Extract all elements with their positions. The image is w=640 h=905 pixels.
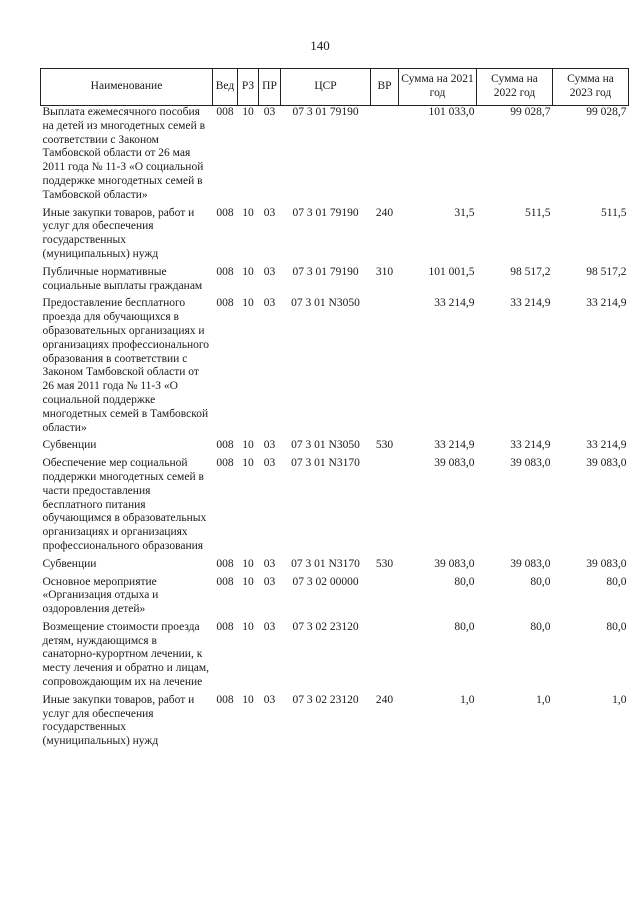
row-name: Публичные нормативные социальные выплаты гражданам bbox=[42, 265, 203, 292]
row-ved: 008 bbox=[216, 439, 234, 452]
header-pr: ПР bbox=[259, 69, 281, 106]
row-rz: 10 bbox=[242, 693, 254, 706]
row-name: Иные закупки товаров, работ и услуг для обеспечения государственных (муниципальных) нужд bbox=[42, 206, 195, 260]
row-sum-2023: 98 517,2 bbox=[586, 265, 627, 278]
header-sum-2022: Сумма на 2022 год bbox=[477, 69, 553, 106]
row-sum-2023: 39 083,0 bbox=[586, 457, 627, 470]
row-csr: 07 3 02 00000 bbox=[292, 575, 359, 588]
row-sum-2023: 33 214,9 bbox=[586, 297, 627, 310]
row-vr bbox=[371, 106, 399, 207]
row-sum-2022: 39 083,0 bbox=[510, 457, 551, 470]
row-csr: 07 3 01 79190 bbox=[292, 106, 359, 118]
row-sum-2023: 511,5 bbox=[601, 206, 627, 219]
header-name: Наименование bbox=[41, 69, 213, 106]
header-vr: ВР bbox=[371, 69, 399, 106]
row-sum-2023: 1,0 bbox=[612, 693, 627, 706]
row-sum-2022: 33 214,9 bbox=[510, 439, 551, 452]
table-row bbox=[41, 439, 629, 457]
row-rz: 10 bbox=[242, 206, 254, 219]
row-vr bbox=[371, 621, 399, 694]
row-vr: 240 bbox=[375, 206, 394, 219]
row-vr bbox=[371, 457, 399, 558]
row-vr bbox=[371, 297, 399, 439]
row-sum-2021: 33 214,9 bbox=[434, 439, 475, 452]
row-sum-2022: 1,0 bbox=[536, 693, 551, 706]
row-rz: 10 bbox=[242, 575, 254, 588]
row-rz: 10 bbox=[242, 106, 254, 118]
row-sum-2021: 39 083,0 bbox=[434, 457, 475, 470]
row-ved: 008 bbox=[216, 557, 234, 570]
table-row bbox=[41, 694, 629, 753]
row-name: Выплата ежемесячного пособия на детей из многодетных семей в соответствии с Законом Тамбовской области от 26 мая 2011 года № 11-З «О социальной поддержке многодетных семей в Тамбовской области» bbox=[42, 106, 206, 201]
table-row bbox=[41, 207, 629, 266]
row-name: Основное мероприятие «Организация отдыха и оздоровления детей» bbox=[42, 575, 159, 616]
header-ved: Вед bbox=[213, 69, 238, 106]
row-name: Обеспечение мер социальной поддержки многодетных семей в части предоставления бесплатного питания обучающимся в образовательных организациях и организациях профессионального образования bbox=[42, 457, 207, 552]
row-sum-2021: 1,0 bbox=[460, 693, 475, 706]
row-rz: 10 bbox=[242, 557, 254, 570]
row-name: Иные закупки товаров, работ и услуг для обеспечения государственных (муниципальных) нужд bbox=[42, 693, 195, 748]
budget-table bbox=[40, 68, 629, 753]
row-vr bbox=[371, 576, 399, 621]
row-csr: 07 3 01 N3170 bbox=[291, 557, 360, 570]
row-name: Возмещение стоимости проезда детям, нуждающимся в санаторно-курортном лечении, к месту лечения и обратно и лицам, сопровождающим их на лечение bbox=[42, 620, 210, 689]
page-number: 140 bbox=[310, 38, 330, 53]
header-csr: ЦСР bbox=[281, 69, 371, 106]
row-pr: 03 bbox=[263, 457, 276, 470]
row-csr: 07 3 01 79190 bbox=[292, 206, 359, 219]
table-row bbox=[41, 576, 629, 621]
table-row bbox=[41, 106, 629, 207]
row-ved: 008 bbox=[216, 297, 234, 310]
row-sum-2021: 101 001,5 bbox=[428, 265, 475, 278]
row-pr: 03 bbox=[263, 575, 276, 588]
row-csr: 07 3 01 N3170 bbox=[291, 457, 360, 470]
row-ved: 008 bbox=[216, 106, 234, 118]
row-csr: 07 3 02 23120 bbox=[292, 620, 359, 633]
row-ved: 008 bbox=[216, 265, 234, 278]
row-sum-2022: 99 028,7 bbox=[510, 106, 551, 118]
row-rz: 10 bbox=[242, 439, 254, 452]
table-body bbox=[41, 106, 629, 754]
row-rz: 10 bbox=[242, 457, 254, 470]
row-sum-2021: 80,0 bbox=[454, 620, 475, 633]
row-pr: 03 bbox=[263, 693, 276, 706]
row-sum-2022: 98 517,2 bbox=[510, 265, 551, 278]
row-name: Субвенции bbox=[42, 439, 97, 452]
row-vr: 530 bbox=[375, 439, 394, 452]
header-sum-2023: Сумма на 2023 год bbox=[553, 69, 629, 106]
row-ved: 008 bbox=[216, 620, 234, 633]
row-pr: 03 bbox=[263, 106, 276, 118]
table-row bbox=[41, 457, 629, 558]
row-rz: 10 bbox=[242, 265, 254, 278]
row-sum-2023: 80,0 bbox=[606, 575, 627, 588]
table-row bbox=[41, 297, 629, 439]
header-sum-2021: Сумма на 2021 год bbox=[399, 69, 477, 106]
row-pr: 03 bbox=[263, 439, 276, 452]
table-header bbox=[41, 69, 629, 106]
row-csr: 07 3 02 23120 bbox=[292, 693, 359, 706]
row-pr: 03 bbox=[263, 297, 276, 310]
row-sum-2023: 80,0 bbox=[606, 620, 627, 633]
row-pr: 03 bbox=[263, 206, 276, 219]
row-name: Субвенции bbox=[42, 557, 97, 570]
table-row bbox=[41, 266, 629, 298]
row-sum-2021: 31,5 bbox=[454, 206, 475, 219]
row-vr: 240 bbox=[375, 693, 394, 706]
row-sum-2023: 99 028,7 bbox=[586, 106, 627, 118]
row-ved: 008 bbox=[216, 575, 234, 588]
row-sum-2021: 101 033,0 bbox=[428, 106, 475, 118]
row-sum-2022: 33 214,9 bbox=[510, 297, 551, 310]
row-sum-2023: 33 214,9 bbox=[586, 439, 627, 452]
row-ved: 008 bbox=[216, 457, 234, 470]
row-sum-2022: 80,0 bbox=[530, 620, 551, 633]
row-sum-2021: 39 083,0 bbox=[434, 557, 475, 570]
row-rz: 10 bbox=[242, 620, 254, 633]
header-rz: РЗ bbox=[238, 69, 259, 106]
table-row bbox=[41, 621, 629, 694]
row-rz: 10 bbox=[242, 297, 254, 310]
row-sum-2022: 39 083,0 bbox=[510, 557, 551, 570]
row-sum-2022: 511,5 bbox=[525, 206, 551, 219]
row-csr: 07 3 01 79190 bbox=[292, 265, 359, 278]
row-ved: 008 bbox=[216, 206, 234, 219]
row-csr: 07 3 01 N3050 bbox=[291, 297, 360, 310]
row-vr: 310 bbox=[375, 265, 394, 278]
row-pr: 03 bbox=[263, 620, 276, 633]
row-pr: 03 bbox=[263, 265, 276, 278]
row-sum-2021: 80,0 bbox=[454, 575, 475, 588]
row-pr: 03 bbox=[263, 557, 276, 570]
row-sum-2023: 39 083,0 bbox=[586, 557, 627, 570]
row-csr: 07 3 01 N3050 bbox=[291, 439, 360, 452]
row-vr: 530 bbox=[375, 557, 394, 570]
row-sum-2021: 33 214,9 bbox=[434, 297, 475, 310]
row-name: Предоставление бесплатного проезда для обучающихся в образовательных организациях и организациях профессионального образования в соответствии с Законом Тамбовской области от 26 мая 2011 года № 11-З «О социальной поддержке многодетных семей в Тамбовской области» bbox=[42, 297, 210, 434]
row-sum-2022: 80,0 bbox=[530, 575, 551, 588]
table-row bbox=[41, 558, 629, 576]
row-ved: 008 bbox=[216, 693, 234, 706]
